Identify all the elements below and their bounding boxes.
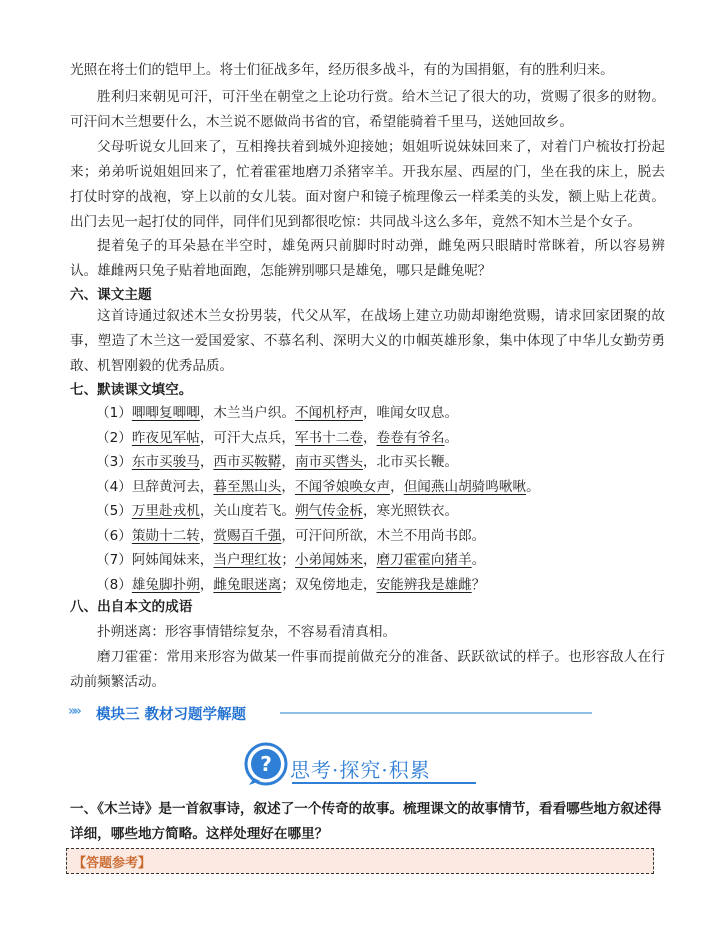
prompt-text: ， [199,576,214,593]
prompt-text: 。 [444,429,459,446]
prompt-text: ？ [471,576,486,593]
fill-item-5 [96,501,458,521]
answer-text: 策勋十二转 [131,527,200,544]
double-chevron-icon: »» [68,704,79,719]
prompt-text: ，唯闻女叹息。 [362,405,459,421]
prompt-text: ， [390,478,404,495]
fill-item-number: （3） [96,454,132,470]
answer-text: 赏赐百千强 [213,527,282,544]
answer-text: 东市买骏马 [131,454,200,470]
answer-text: 卷卷有爷名 [376,429,445,446]
fill-item-number: （4） [96,478,132,495]
fill-item-number: （5） [96,503,132,519]
section8-heading: 八、出自本文的成语 [70,599,193,615]
fill-item-number: （8） [96,576,132,593]
prompt-text: ， [362,552,377,568]
fill-item-3 [96,452,458,472]
answer-text: 小弟闻姊来 [294,552,363,568]
prompt-text: ，可汗大点兵， [199,429,295,446]
answer-text: 西市买鞍鞯 [213,454,282,470]
prompt-text: 。 [471,552,486,568]
module-banner [68,702,528,724]
prompt-text: ，北市买长鞭。 [362,454,459,470]
think-underline [292,782,476,784]
paragraph-victory: 胜利归来朝见可汗，可汗坐在朝堂之上论功行赏。给木兰记了很大的功，赏赐了很多的财物。可汗问木兰想要什么，木兰说不愿做尚书省的官，希望能骑着千里马，送她回故乡。 [70,89,665,130]
prompt-text: 阿姊闻妹来， [131,552,214,568]
fill-item-1 [96,403,458,423]
think-title: 思考·探究·积累 [290,758,431,782]
think-heading [242,740,478,788]
answer-text: 不闻爷娘唤女声 [294,478,391,495]
answer-text: 唧唧复唧唧 [131,405,200,421]
paragraph-family: 父母听说女儿回来了，互相搀扶着到城外迎接她；姐姐听说妹妹回来了，对着门户梳妆打扮起来；弟弟听说姐姐回来了，忙着霍霍地磨刀杀猪宰羊。开我东屋、西屋的门，坐在我的床上，脱去打仗时穿的战袍，穿上以前的女儿装。面对窗户和镜子梳理像云一样柔美的头发，额上贴上花黄。出门去见一起打仗的同伴，同伴们见到都很吃惊：共同战斗这么多年，竟然不知木兰是个女子。 [70,139,665,230]
prompt-text: ， [199,454,214,470]
intro-line: 光照在将士们的铠甲上。将士们征战多年，经历很多战斗，有的为国捐躯，有的胜利归来。 [70,62,614,78]
fill-item-7 [96,550,485,570]
section6-heading: 六、课文主题 [70,287,152,303]
prompt-text: ； [281,552,295,568]
paragraph-rabbit: 提着兔子的耳朵悬在半空时，雄兔两只前脚时时动弹，雌兔两只眼睛时常眯着，所以容易辨认。雄雌两只兔子贴着地面跑，怎能辨别哪只是雄兔，哪只是雌兔呢？ [70,238,665,279]
prompt-text: ，木兰当户织。 [199,405,295,421]
fill-item-number: （1） [96,405,132,421]
answer-text: 南市买辔头 [294,454,363,470]
prompt-text: ， [199,527,214,544]
answer-box[interactable] [66,848,654,874]
prompt-text: ，寒光照铁衣。 [362,503,459,519]
icon-glyph: ? [260,752,272,776]
answer-text: 当户理红妆 [213,552,282,568]
answer-text: 昨夜见军帖 [131,429,200,446]
section6-body: 这首诗通过叙述木兰女扮男装，代父从军，在战场上建立功勋却谢绝赏赐，请求回家团聚的故事，塑造了木兰这一爱国爱家、不慕名利、深明大义的巾帼英雄形象，集中体现了中华儿女勤劳勇敢、机智刚毅的优秀品质。 [70,308,665,374]
answer-text: 安能辨我是雄雌 [376,576,472,593]
prompt-text: ， [362,429,377,446]
fill-item-8 [96,575,485,595]
prompt-text: 旦辞黄河去， [131,478,214,495]
answer-text: 不闻机杼声 [294,405,363,421]
idiom-2: 磨刀霍霍：常用来形容为做某一件事而提前做充分的准备、跃跃欲试的样子。也形容敌人在行动前频繁活动。 [70,649,665,690]
prompt-text: ， [281,478,295,495]
fill-item-number: （6） [96,527,132,544]
question-bubble-icon [242,740,290,788]
prompt-text: ，关山度若飞。 [199,503,295,519]
fill-item-4 [96,477,540,497]
fill-item-6 [96,526,485,546]
section7-heading: 七、默读课文填空。 [70,382,193,398]
answer-text: 雌兔眼迷离 [213,576,282,593]
idiom-1: 扑朔迷离：形容事情错综复杂，不容易看清真相。 [97,624,397,640]
answer-text: 朔气传金柝 [294,503,363,519]
answer-text: 磨刀霍霍向猪羊 [376,552,472,568]
module-title: 模块三 教材习题学解题 [96,707,247,723]
fill-item-number: （2） [96,429,132,446]
answer-text: 暮至黑山头 [213,478,282,495]
answer-text: 万里赴戎机 [131,503,200,519]
prompt-text: ，可汗问所欲，木兰不用尚书郎。 [281,527,486,544]
answer-text: 雄兔脚扑朔 [131,576,200,593]
answer-label: 【答题参考】 [73,856,152,871]
answer-text: 但闻燕山胡骑鸣啾啾 [403,478,527,495]
fill-item-2 [96,428,458,448]
prompt-text: 。 [526,478,540,495]
question-1: 一、《木兰诗》是一首叙事诗，叙述了一个传奇的故事。梳理课文的故事情节，看看哪些地方叙述得详细，哪些地方简略。这样处理好在哪里？ [70,801,662,842]
banner-divider [280,712,592,714]
answer-text: 军书十二卷 [294,429,363,446]
prompt-text: ， [281,454,295,470]
prompt-text: ；双兔傍地走， [281,576,377,593]
fill-item-number: （7） [96,552,132,568]
